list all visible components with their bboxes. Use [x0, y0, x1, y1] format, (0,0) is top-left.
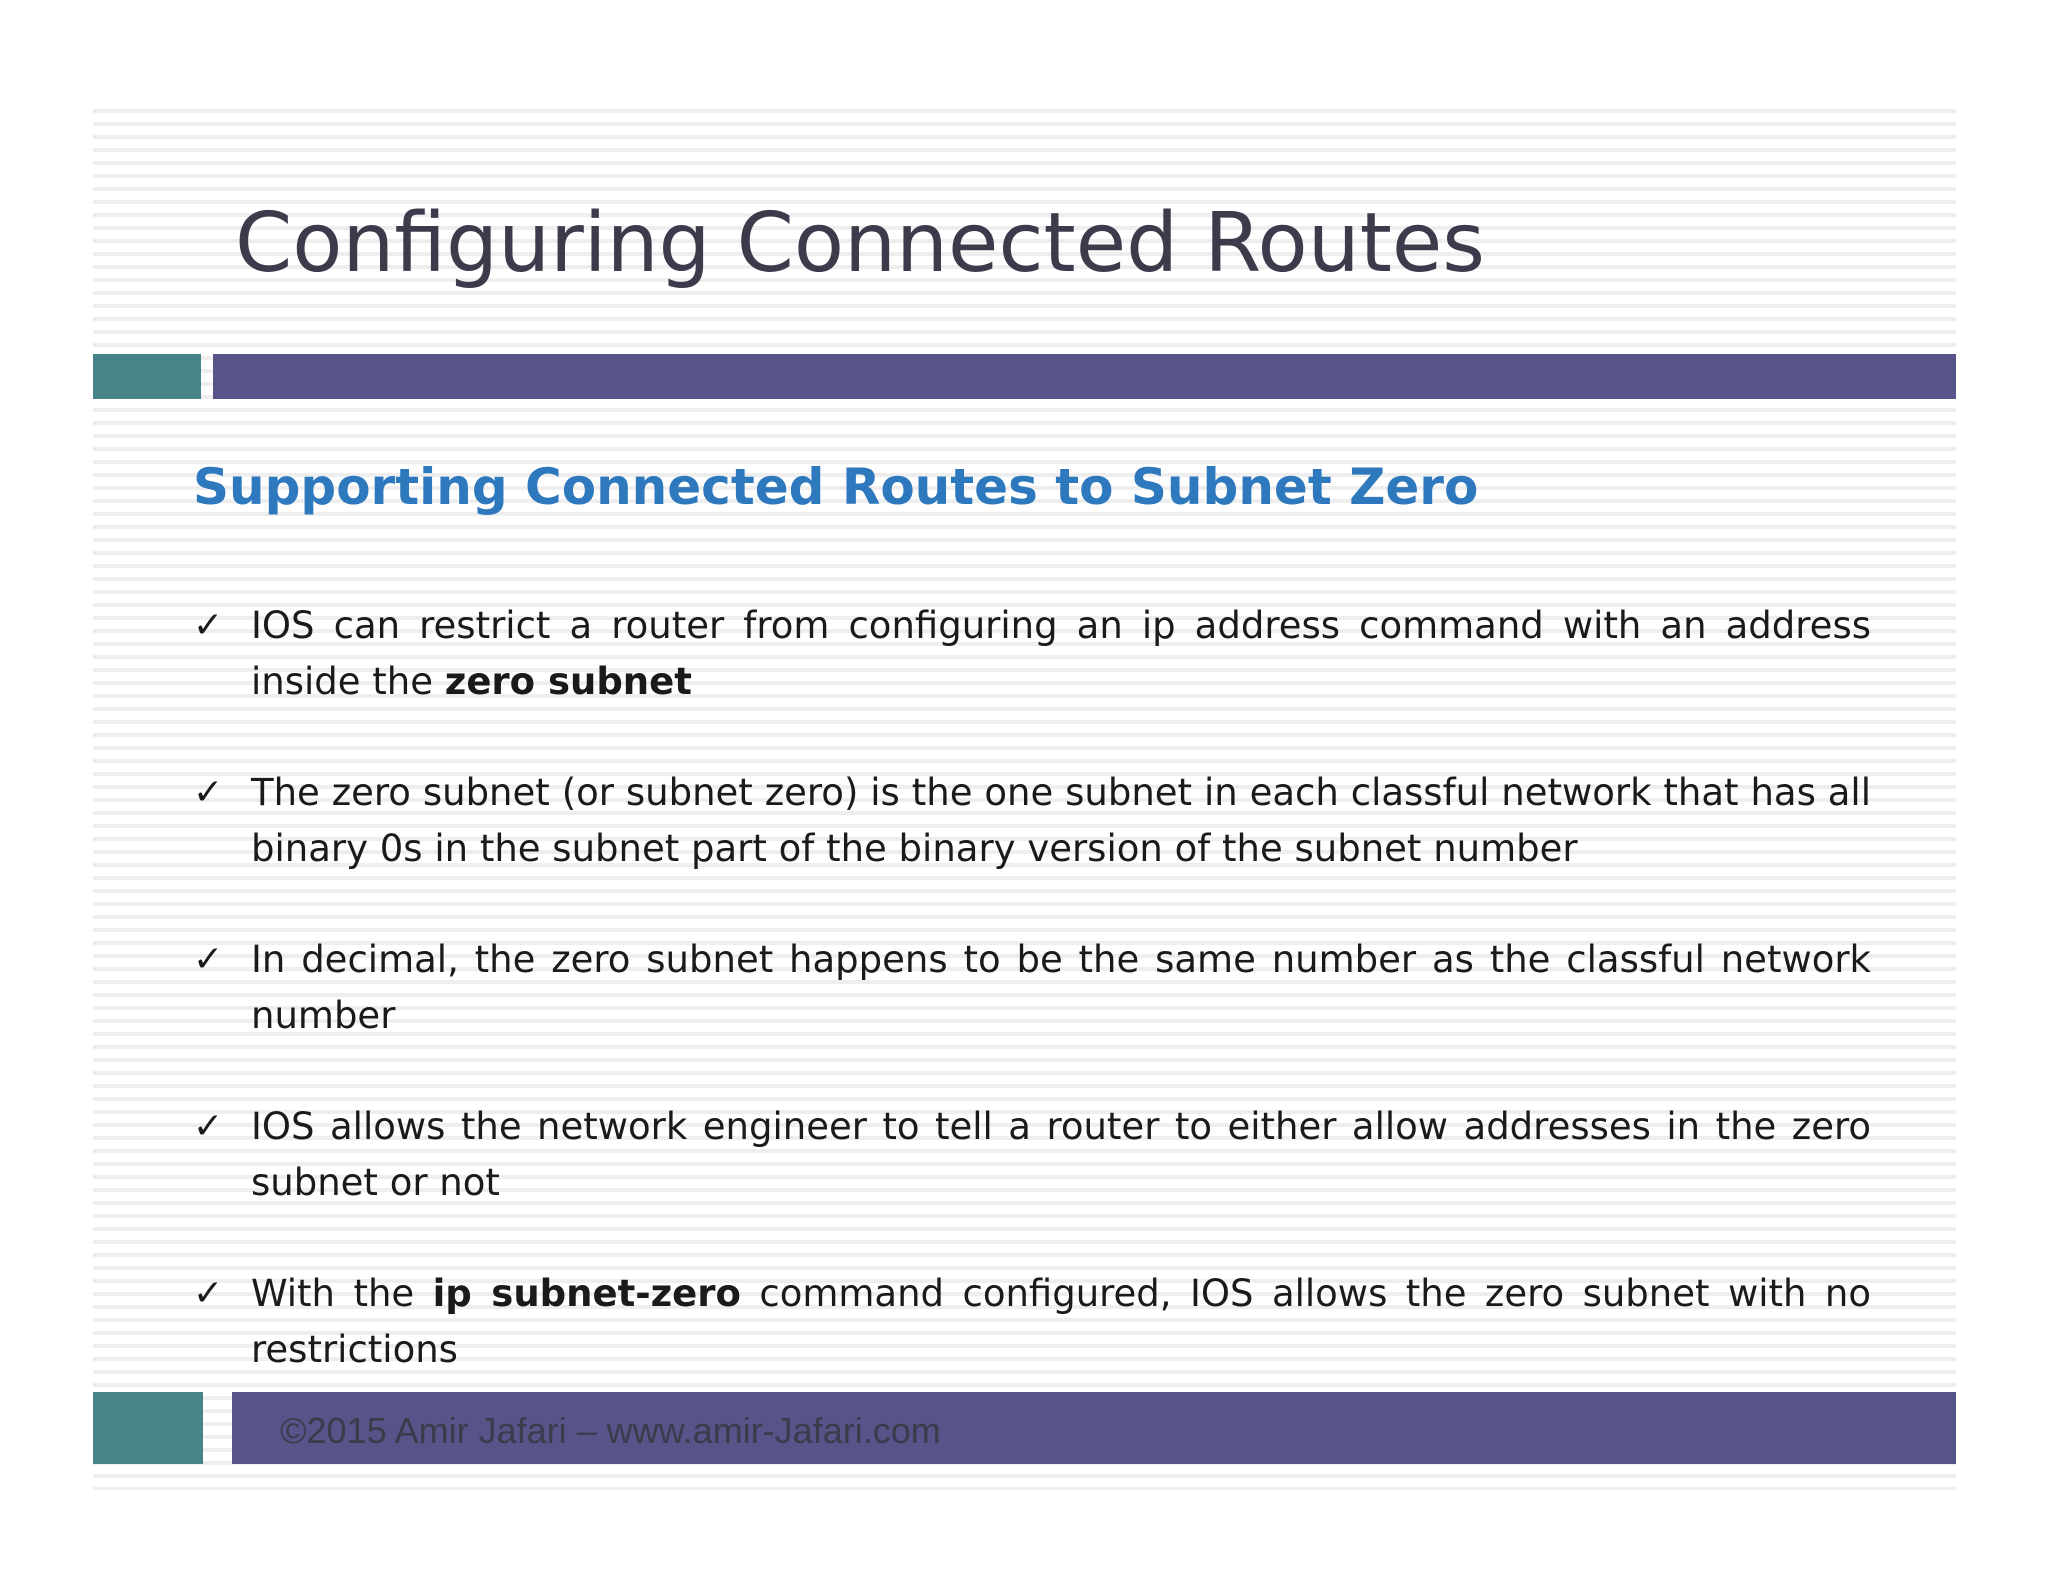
header-accent-block — [93, 354, 201, 399]
bullet-text: IOS can restrict a router from configuring an ip address command with an address inside the — [251, 604, 1871, 703]
footer-accent-block — [93, 1392, 203, 1464]
bullet-item — [193, 598, 1871, 710]
bullet-text: In decimal, the zero subnet happens to be the same number as the classful network number — [251, 938, 1871, 1037]
checkmark-icon: ✓ — [193, 772, 224, 813]
slide-subtitle: Supporting Connected Routes to Subnet Zero — [193, 458, 1479, 516]
checkmark-icon: ✓ — [193, 1273, 224, 1314]
bullet-text: With the — [251, 1272, 433, 1315]
bullet-item — [193, 765, 1871, 877]
bullet-item — [193, 932, 1871, 1044]
checkmark-icon: ✓ — [193, 605, 224, 646]
footer-copyright: ©2015 Amir Jafari – www.amir-Jafari.com — [280, 1410, 941, 1451]
bullet-emphasis: zero subnet — [444, 660, 692, 703]
checkmark-icon: ✓ — [193, 1106, 224, 1147]
bullet-text: IOS allows the network engineer to tell a router to either allow addresses in the zero subnet or not — [251, 1105, 1871, 1204]
bullet-item — [193, 1099, 1871, 1211]
header-divider-bar — [213, 354, 1956, 399]
slide-title: Configuring Connected Routes — [235, 196, 1486, 291]
bullet-list — [193, 598, 1871, 1433]
bullet-text: The zero subnet (or subnet zero) is the one subnet in each classful network that has all binary 0s in the subnet part of the binary version of the subnet number — [251, 771, 1871, 870]
checkmark-icon: ✓ — [193, 939, 224, 980]
bullet-emphasis: ip subnet-zero — [432, 1272, 741, 1315]
bullet-item — [193, 1266, 1871, 1378]
bullet-text: command configured, IOS allows the zero subnet with no restrictions — [251, 1272, 1871, 1371]
